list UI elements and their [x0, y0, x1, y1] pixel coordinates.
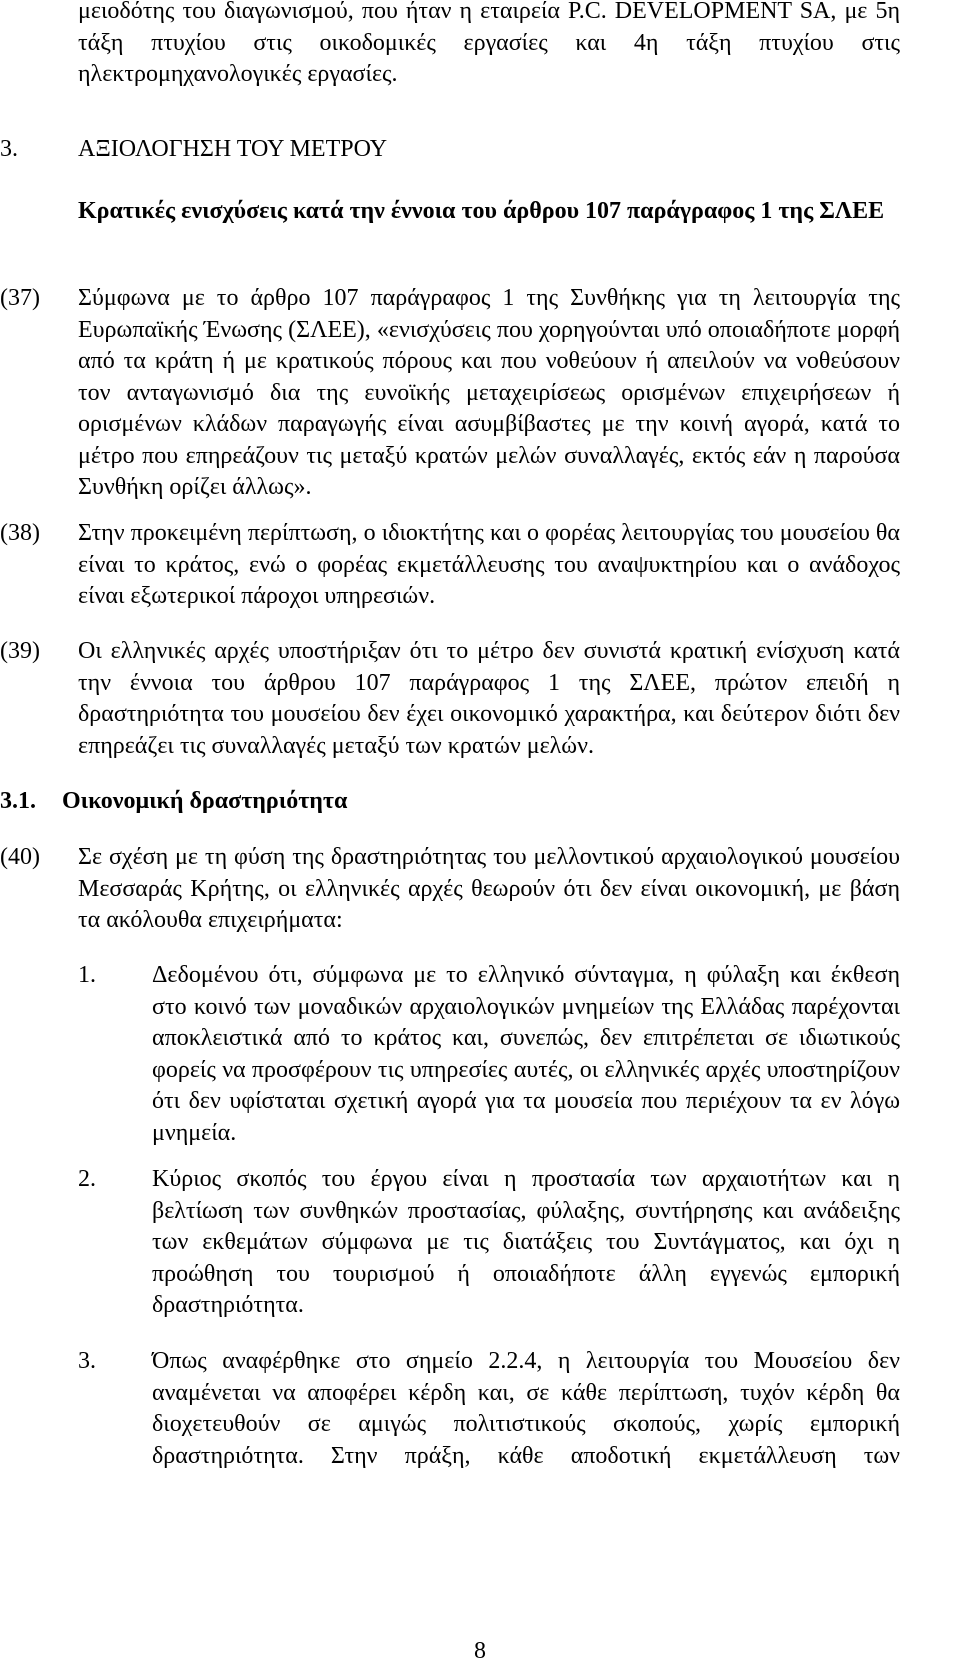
- section-3-title: ΑΞΙΟΛΟΓΗΣΗ ΤΟΥ ΜΕΤΡΟΥ: [78, 136, 388, 162]
- paragraph-38-text: Στην προκειμένη περίπτωση, ο ιδιοκτήτης και ο φορέας λειτουργίας του μουσείου θα είναι το κράτος, ενώ ο φορέας εκμετάλλευσης του αναψυκτηρίου και ο ανάδοχος είναι εξωτερικοί πάροχοι υπηρεσιών.: [78, 520, 900, 609]
- paragraph-37-text: Σύμφωνα με το άρθρο 107 παράγραφος 1 της Συνθήκης για τη λειτουργία της Ευρωπαϊκής Ένωσης (ΣΛΕΕ), «ενισχύσεις που χορηγούνται υπό οποιαδήποτε μορφή από τα κράτη ή με κρατικούς πόρους και που νοθεύουν ή απειλούν να νοθεύσουν τον ανταγωνισμό δια της ευνοϊκής μεταχειρίσεως ορισμένων επιχειρήσεων ή ορισμένων κλάδων παραγωγής είναι ασυμβίβαστες με την κοινή αγορά, κατά το μέτρο που επηρεάζουν τις μεταξύ κρατών μελών συναλλαγές, εκτός εάν η παρούσα Συνθήκη ορίζει άλλως».: [78, 285, 900, 500]
- paragraph-39-text: Οι ελληνικές αρχές υποστήριξαν ότι το μέτρο δεν συνιστά κρατική ενίσχυση κατά την έννοια του άρθρου 107 παράγραφος 1 της ΣΛΕΕ, πρώτον επειδή η δραστηριότητα του μουσείου δεν έχει οικονομικό χαρακτήρα, και δεύτερον διότι δεν επηρεάζει τις συναλλαγές μεταξύ των κρατών μελών.: [78, 638, 900, 759]
- paragraph-number: (39): [0, 638, 40, 664]
- section-3-subtitle: Κρατικές ενισχύσεις κατά την έννοια του άρθρου 107 παράγραφος 1 της ΣΛΕΕ: [78, 198, 885, 224]
- paragraph-number: (38): [0, 520, 40, 546]
- paragraph-number: (40): [0, 844, 40, 870]
- list-item-number: 2.: [78, 1166, 96, 1192]
- paragraph-number: (37): [0, 285, 40, 311]
- section-3-1-number: 3.1.: [0, 788, 36, 814]
- section-3-number: 3.: [0, 136, 18, 162]
- section-3-1-title: Οικονομική δραστηριότητα: [62, 788, 348, 814]
- list-item-text: Δεδομένου ότι, σύμφωνα με το ελληνικό σύνταγμα, η φύλαξη και έκθεση στο κοινό των μοναδικών αρχαιολογικών μνημείων της Ελλάδας παρέχονται αποκλειστικά από το κράτος και, συνεπώς, δεν επιτρέπεται σε ιδιωτικούς φορείς να προσφέρουν τις υπηρεσίες αυτές, οι ελληνικές αρχές υποστηρίζουν ότι δεν υφίσταται σχετική αγορά για τα μουσεία που περιέχουν τα εν λόγω μνημεία.: [152, 962, 900, 1146]
- list-item-number: 3.: [78, 1348, 96, 1374]
- list-item-number: 1.: [78, 962, 96, 988]
- paragraph-40-text: Σε σχέση με τη φύση της δραστηριότητας του μελλοντικού αρχαιολογικού μουσείου Μεσσαράς Κρήτης, οι ελληνικές αρχές θεωρούν ότι δεν είναι οικονομική, με βάση τα ακόλουθα επιχειρήματα:: [78, 844, 900, 933]
- list-item-text: Κύριος σκοπός του έργου είναι η προστασία των αρχαιοτήτων και η βελτίωση των συνθηκών προστασίας, φύλαξης, συντήρησης και ανάδειξης των εκθεμάτων σύμφωνα με τις διατάξεις του Συντάγματος, και όχι η προώθηση του τουρισμού ή οποιαδήποτε άλλη εγγενώς εμπορική δραστηριότητα.: [152, 1166, 900, 1318]
- list-item-text: Όπως αναφέρθηκε στο σημείο 2.2.4, η λειτουργία του Μουσείου δεν αναμένεται να αποφέρει κέρδη και, σε κάθε περίπτωση, τυχόν κέρδη θα διοχετευθούν σε αμιγώς πολιτιστικούς σκοπούς, χωρίς εμπορική δραστηριότητα. Στην πράξη, κάθε αποδοτική εκμετάλλευση των: [152, 1348, 900, 1469]
- page-number: 8: [474, 1638, 486, 1664]
- intro-continuation-paragraph: μειοδότης του διαγωνισμού, που ήταν η εταιρεία P.C. DEVELOPMENT SA, με 5η τάξη πτυχίου στις οικοδομικές εργασίες και 4η τάξη πτυχίου στις ηλεκτρομηχανολογικές εργασίες.: [78, 0, 900, 87]
